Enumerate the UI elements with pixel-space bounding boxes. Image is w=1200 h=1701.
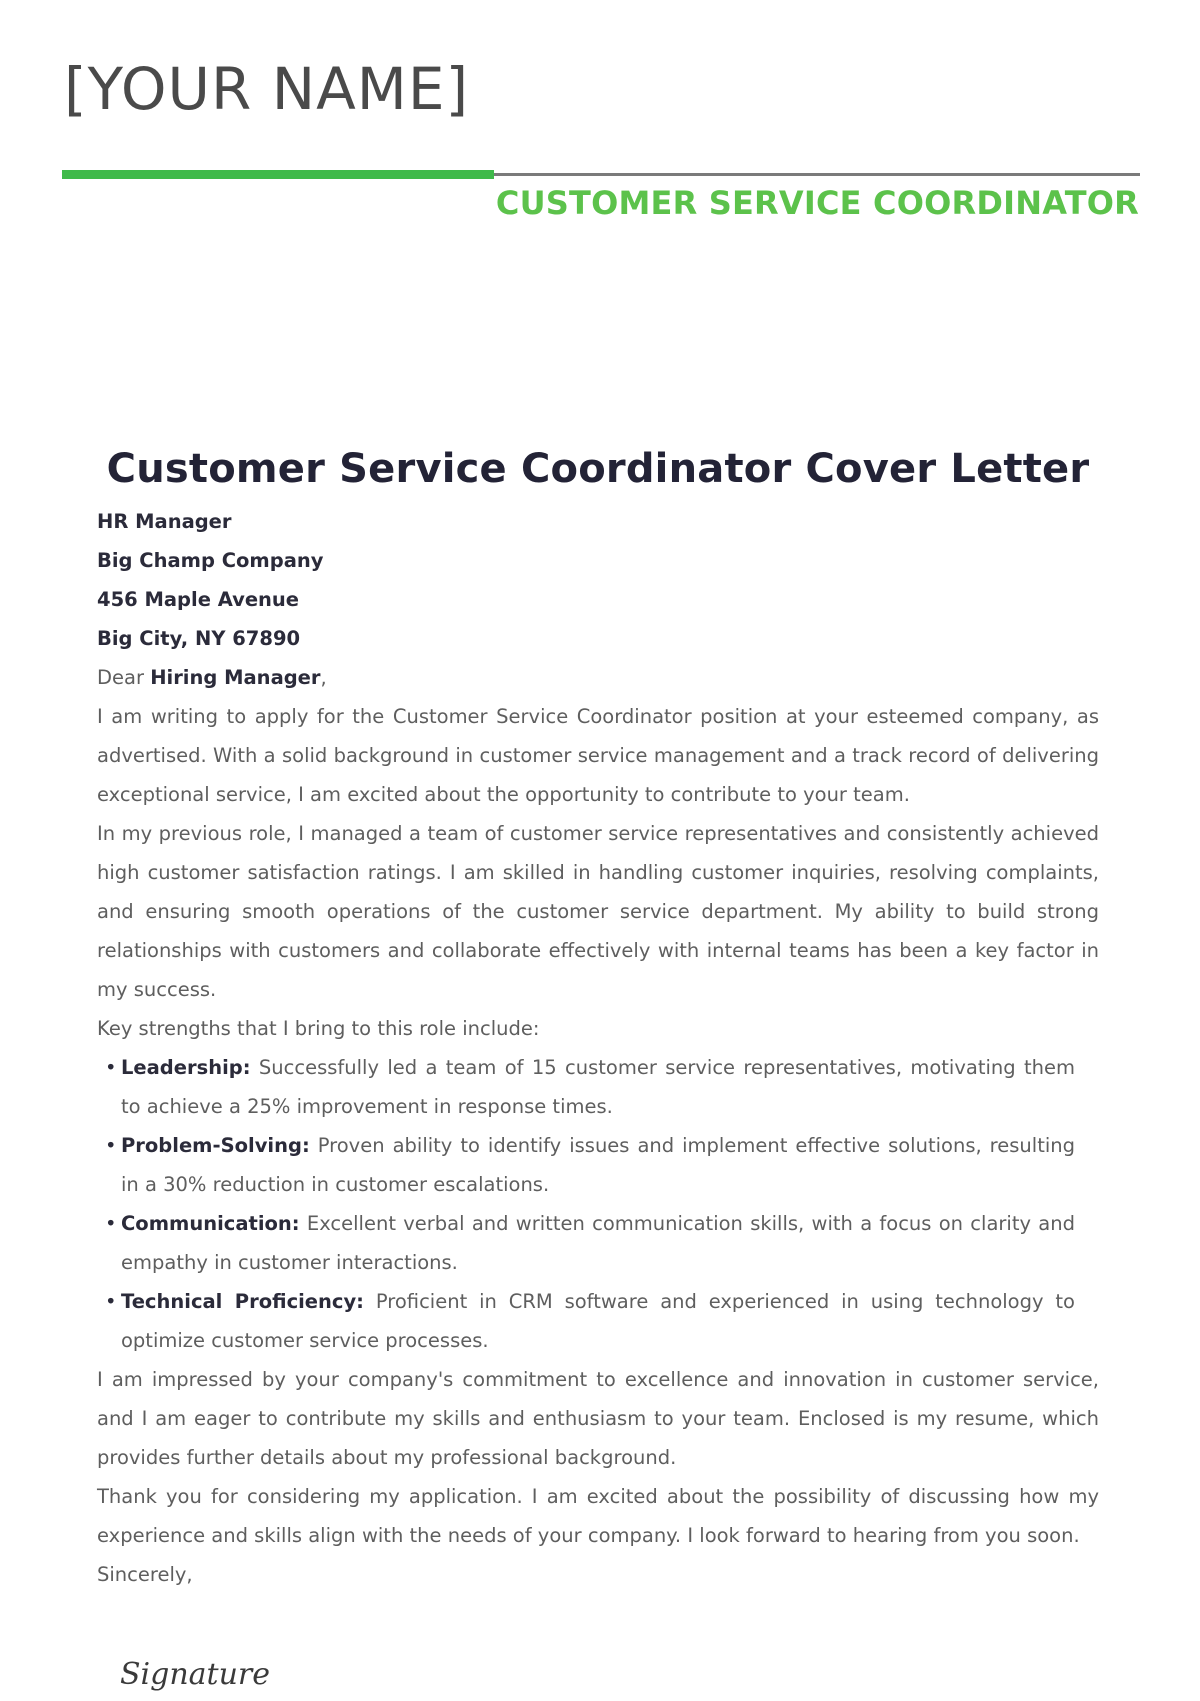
recipient-city: Big City, NY 67890 bbox=[97, 627, 301, 650]
greeting-name: Hiring Manager bbox=[150, 666, 321, 689]
closing: Sincerely, bbox=[97, 1563, 193, 1586]
strength-text: Proven ability to identify issues and implement effective solutions, resulting in a 30% reduction in customer escalations. bbox=[121, 1134, 1075, 1196]
list-item bbox=[97, 1204, 1075, 1282]
strength-label: Technical Proficiency: bbox=[121, 1290, 364, 1313]
bullet-icon: • bbox=[105, 1056, 117, 1079]
experience-paragraph: In my previous role, I managed a team of customer service representatives and consistently achieved high customer satisfaction ratings. I am skilled in handling customer inquiries, resolving complaints, and ensuring smooth operations of the customer service department. My ability to build strong relationships with customers and collaborate effectively with internal teams has been a key factor in my success. bbox=[97, 822, 1099, 1001]
strength-label: Problem-Solving: bbox=[121, 1134, 310, 1157]
letter-body bbox=[97, 440, 1099, 1594]
letter-title: Customer Service Coordinator Cover Letter bbox=[106, 446, 1090, 492]
bullet-icon: • bbox=[105, 1290, 117, 1313]
strength-text: Successfully led a team of 15 customer service representatives, motivating them to achieve a 25% improvement in response times. bbox=[121, 1056, 1075, 1118]
list-item bbox=[97, 1048, 1075, 1126]
greeting bbox=[97, 658, 1099, 697]
recipient-street: 456 Maple Avenue bbox=[97, 588, 300, 611]
bullet-icon: • bbox=[105, 1212, 117, 1235]
bullet-icon: • bbox=[105, 1134, 117, 1157]
list-item bbox=[97, 1126, 1075, 1204]
applicant-name: [YOUR NAME] bbox=[64, 55, 470, 123]
interest-paragraph: I am impressed by your company's commitment to excellence and innovation in customer service, and I am eager to contribute my skills and enthusiasm to your team. Enclosed is my resume, which provides further details about my professional background. bbox=[97, 1368, 1099, 1469]
header-divider-line bbox=[494, 173, 1140, 176]
strength-label: Communication: bbox=[121, 1212, 300, 1235]
strength-text: Excellent verbal and written communication skills, with a focus on clarity and empathy in customer interactions. bbox=[121, 1212, 1075, 1274]
thanks-paragraph: Thank you for considering my application. I am excited about the possibility of discussing how my experience and skills align with the needs of your company. I look forward to hearing from you soon. bbox=[97, 1485, 1099, 1547]
list-item bbox=[97, 1282, 1075, 1360]
recipient-title: HR Manager bbox=[97, 510, 232, 533]
header-divider-accent bbox=[62, 170, 494, 179]
strengths-intro: Key strengths that I bring to this role include: bbox=[97, 1017, 540, 1040]
strengths-list bbox=[97, 1048, 1099, 1360]
job-title: CUSTOMER SERVICE COORDINATOR bbox=[495, 184, 1139, 222]
greeting-prefix: Dear bbox=[97, 666, 151, 689]
strength-label: Leadership: bbox=[121, 1056, 251, 1079]
intro-paragraph: I am writing to apply for the Customer Service Coordinator position at your esteemed company, as advertised. With a solid background in customer service management and a track record of delivering exceptional service, I am excited about the opportunity to contribute to your team. bbox=[97, 705, 1099, 806]
signature: Signature bbox=[120, 1657, 271, 1692]
strength-text: Proficient in CRM software and experienced in using technology to optimize customer service processes. bbox=[121, 1290, 1075, 1352]
greeting-suffix: , bbox=[320, 666, 327, 689]
recipient-company: Big Champ Company bbox=[97, 549, 324, 572]
header-divider bbox=[62, 170, 1140, 180]
